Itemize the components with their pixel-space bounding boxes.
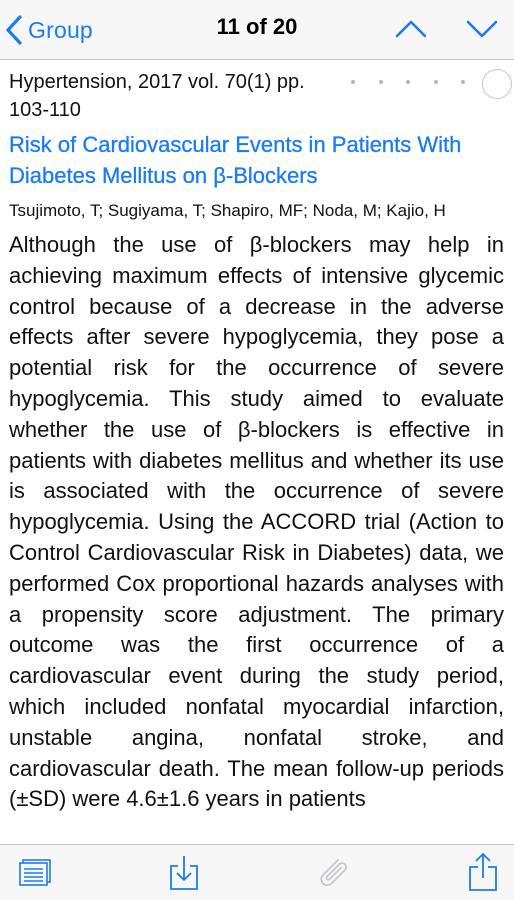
more-options-dots[interactable] [343, 80, 473, 84]
share-icon [467, 851, 499, 893]
list-icon [18, 858, 52, 886]
publication-source: Hypertension, 2017 vol. 70(1) pp. 103-110 [9, 71, 305, 121]
dot [379, 80, 383, 84]
bottom-toolbar [0, 844, 514, 900]
download-button[interactable] [168, 854, 200, 892]
next-item-button[interactable] [462, 14, 502, 46]
dot [406, 80, 410, 84]
previous-item-button[interactable] [391, 14, 431, 46]
dot [351, 80, 355, 84]
dot [461, 80, 465, 84]
article-view[interactable] [0, 60, 514, 844]
share-button[interactable] [467, 851, 499, 893]
chevron-down-icon [462, 14, 502, 46]
back-button-label: Group [28, 16, 93, 43]
item-counter: 11 of 20 [216, 14, 298, 39]
chevron-left-icon [6, 15, 22, 45]
back-button[interactable] [6, 12, 93, 48]
article-abstract: Although the use of β-blockers may help in achieving maximum effects of intensive glycemic control because of a decrease in the adverse effects after severe hypoglycemia, they pose a potential risk for the occurrence of severe hypoglycemia. This study aimed to evaluate whether the use of β-blockers is effective in patients with diabetes mellitus and whether its use is associated with the occurrence of severe hypoglycemia. Using the ACCORD trial (Action to Control Cardiovascular Risk in Diabetes) data, we performed Cox proportional hazards analyses with a propensity score adjustment. The primary outcome was the first occurrence of a cardiovascular event during the study period, which included nonfatal myocardial infarction, unstable angina, nonfatal stroke, and cardiovascular death. The mean follow-up periods (±SD) were 4.6±1.6 years in patients [9, 232, 504, 812]
navigation-bar [0, 0, 514, 60]
attach-button[interactable] [314, 854, 352, 894]
download-tray-icon [168, 854, 200, 892]
list-button[interactable] [18, 858, 52, 886]
selection-circle-icon[interactable] [482, 69, 512, 99]
article-authors: Tsujimoto, T; Sugiyama, T; Shapiro, MF; Noda, M; Kajio, H [9, 201, 446, 220]
dot [434, 80, 438, 84]
article-title[interactable]: Risk of Cardiovascular Events in Patients With Diabetes Mellitus on β-Blockers [9, 132, 462, 188]
chevron-up-icon [391, 14, 431, 46]
paperclip-icon [314, 854, 352, 894]
